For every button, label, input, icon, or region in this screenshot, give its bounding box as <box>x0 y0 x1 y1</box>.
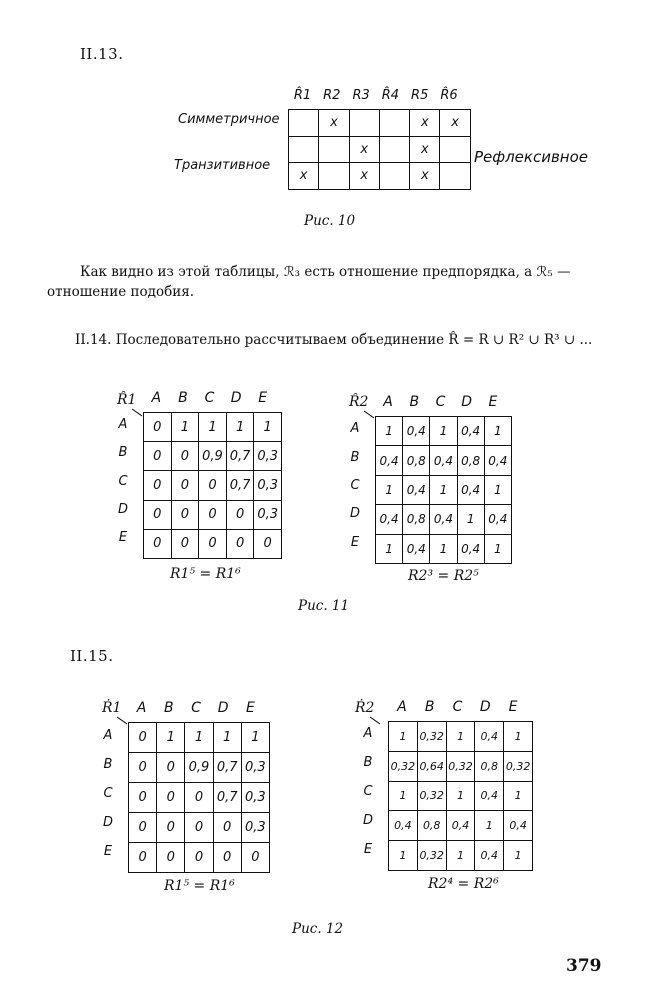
matrix-cell: 1 <box>475 811 504 841</box>
matrix-cell: 1 <box>213 723 241 753</box>
column-header: D <box>230 390 242 406</box>
row-label: B <box>118 445 128 461</box>
matrix-cell: 1 <box>430 417 457 446</box>
column-header: E <box>508 699 518 715</box>
column-header: A <box>397 699 407 715</box>
column-header: B <box>178 390 188 406</box>
matrix-cell: 1 <box>457 505 484 534</box>
matrix-equation: R2³ = R2⁵ <box>408 568 479 584</box>
matrix-cell: 0,7 <box>213 783 241 813</box>
fig10-row-label-transitive: Транзитивное <box>174 158 271 173</box>
fig10-cell <box>379 163 409 190</box>
matrix-corner-tick <box>117 717 128 725</box>
column-header: C <box>452 699 463 715</box>
paragraph-line-1: Как видно из этой таблицы, ℛ₃ есть отношение предпорядка, а ℛ₅ — <box>80 264 571 280</box>
column-header: B <box>163 700 174 716</box>
row-label: C <box>350 478 360 493</box>
matrix-cell: 0 <box>171 500 199 529</box>
row-label: E <box>350 534 360 550</box>
column-header: A <box>383 394 393 410</box>
column-header: C <box>204 390 215 406</box>
matrix-cell: 0,4 <box>484 505 511 534</box>
matrix-cell: 0 <box>144 413 172 442</box>
matrix-cell: 1 <box>389 722 418 752</box>
column-header: D <box>479 699 491 715</box>
matrix-cell: 0,8 <box>403 505 430 534</box>
column-header: C <box>191 700 201 716</box>
row-label: E <box>118 529 128 545</box>
matrix-cell: 0,7 <box>213 753 241 783</box>
matrix-cell: 0,4 <box>475 781 504 811</box>
fig10-cell <box>319 136 349 163</box>
fig10-cell <box>440 136 470 163</box>
matrix-cell: 0,32 <box>446 751 475 781</box>
matrix-cell: 0,32 <box>417 841 446 871</box>
matrix-cell: 0 <box>171 529 199 558</box>
matrix-cell: 0 <box>199 500 227 529</box>
matrix-cell: 0,4 <box>457 417 484 446</box>
matrix-cell: 1 <box>389 781 418 811</box>
fig10-cell: x <box>410 110 440 137</box>
matrix-title: Ṙ2 <box>355 700 375 716</box>
row-label: D <box>362 812 373 828</box>
fig10-cell <box>289 110 319 137</box>
matrix-cell: 0 <box>185 843 213 873</box>
matrix-cell: 1 <box>446 841 475 871</box>
fig10-header: R5 <box>411 88 429 103</box>
fig10-right-label: Рефлексивное <box>474 148 589 166</box>
matrix-cell: 0,3 <box>254 471 282 500</box>
fig10-cell: x <box>410 136 440 163</box>
matrix-cell: 0,3 <box>241 753 269 783</box>
matrix-cell: 1 <box>430 534 457 563</box>
fig10-cell <box>319 163 349 190</box>
matrix-cell: 0,32 <box>417 722 446 752</box>
matrix-cell: 0,4 <box>376 505 403 534</box>
matrix-cell: 0 <box>129 783 157 813</box>
matrix-cell: 0 <box>129 843 157 873</box>
matrix-equation: R1⁵ = R1⁶ <box>170 566 241 582</box>
matrix-cell: 0,9 <box>185 753 213 783</box>
matrix-cell: 0 <box>171 442 199 471</box>
row-label: B <box>363 755 373 771</box>
matrix-cell: 0,4 <box>430 446 457 475</box>
matrix-cell: 1 <box>376 417 403 446</box>
matrix-cell: 0 <box>144 471 172 500</box>
column-header: A <box>136 700 147 716</box>
matrix-cell: 0,4 <box>484 446 511 475</box>
matrix-cell: 0,7 <box>226 471 254 500</box>
matrix-corner-tick <box>370 717 381 725</box>
matrix-cell: 0,8 <box>457 446 484 475</box>
matrix-cell: 0 <box>129 753 157 783</box>
matrix-cell: 0,32 <box>504 751 533 781</box>
row-label: B <box>350 449 360 465</box>
row-label: B <box>103 756 113 772</box>
fig10-cell <box>379 136 409 163</box>
fig10-cell <box>440 163 470 190</box>
matrix-cell: 1 <box>185 723 213 753</box>
matrix-cell: 0 <box>144 500 172 529</box>
row-label: A <box>350 421 360 437</box>
matrix-cell: 0,32 <box>389 751 418 781</box>
matrix-cell: 0,4 <box>457 534 484 563</box>
matrix-cell: 0 <box>241 843 269 873</box>
row-label: D <box>102 814 113 830</box>
fig10-cell <box>349 110 379 137</box>
fig10-table <box>288 109 471 190</box>
fig10-cell: x <box>319 110 349 137</box>
matrix-cell: 0,4 <box>389 811 418 841</box>
column-header: B <box>409 394 420 410</box>
matrix-equation: R2⁴ = R2⁶ <box>428 876 499 892</box>
row-label: A <box>103 727 113 743</box>
matrix-cell: 0 <box>185 813 213 843</box>
matrix-title: R̂2 <box>349 394 369 410</box>
row-label: C <box>118 473 128 489</box>
row-label: C <box>363 784 373 799</box>
row-label: D <box>117 501 128 517</box>
matrix-cell: 0,4 <box>403 475 430 504</box>
fig10-header: R̂4 <box>381 88 400 103</box>
fig10-cell: x <box>410 163 440 190</box>
matrix-cell: 0,64 <box>417 751 446 781</box>
matrix-cell: 1 <box>199 413 227 442</box>
fig10-header: R2 <box>323 88 341 103</box>
fig10-caption: Рис. 10 <box>304 213 356 229</box>
matrix-cell: 1 <box>446 722 475 752</box>
matrix-cell: 0 <box>199 471 227 500</box>
matrix-cell: 0 <box>185 783 213 813</box>
column-header: E <box>245 700 255 716</box>
matrix-cell: 0 <box>199 529 227 558</box>
matrix-cell: 1 <box>171 413 199 442</box>
fig10-cell <box>289 136 319 163</box>
matrix-cell: 1 <box>226 413 254 442</box>
matrix-cell: 0 <box>171 471 199 500</box>
matrix-cell: 1 <box>446 781 475 811</box>
fig11-caption: Рис. 11 <box>298 598 350 614</box>
matrix-cell: 1 <box>157 723 185 753</box>
matrix-cell: 0 <box>157 783 185 813</box>
matrix-cell: 1 <box>484 534 511 563</box>
fig10-cell: x <box>349 163 379 190</box>
matrix-cell: 0,3 <box>241 783 269 813</box>
matrix-cell: 0 <box>144 529 172 558</box>
column-header: B <box>424 699 435 715</box>
row-label: A <box>363 726 373 742</box>
matrix-cell: 0 <box>254 529 282 558</box>
matrix-table <box>375 416 512 564</box>
row-label: C <box>103 785 113 801</box>
matrix-table <box>388 721 533 871</box>
matrix-cell: 1 <box>484 417 511 446</box>
matrix-cell: 1 <box>376 534 403 563</box>
matrix-cell: 0,3 <box>254 500 282 529</box>
matrix-cell: 0 <box>129 813 157 843</box>
matrix-cell: 0 <box>157 753 185 783</box>
matrix-cell: 0,8 <box>403 446 430 475</box>
fig10-cell: x <box>440 110 470 137</box>
fig10-row-label-symmetric: Симметричное <box>178 112 280 127</box>
section-heading-1113: II.13. <box>80 45 124 63</box>
matrix-cell: 0,8 <box>475 751 504 781</box>
matrix-cell: 0 <box>157 843 185 873</box>
matrix-cell: 0 <box>226 529 254 558</box>
section-heading-1115: II.15. <box>70 647 114 665</box>
fig10-cell: x <box>289 163 319 190</box>
matrix-cell: 1 <box>254 413 282 442</box>
matrix-cell: 0,4 <box>403 534 430 563</box>
matrix-cell: 1 <box>504 781 533 811</box>
row-label: A <box>118 417 128 433</box>
matrix-cell: 1 <box>376 475 403 504</box>
fig12-caption: Рис. 12 <box>292 921 344 937</box>
matrix-table <box>128 722 270 873</box>
matrix-cell: 0,4 <box>475 722 504 752</box>
column-header: E <box>258 390 268 406</box>
matrix-cell: 0,32 <box>417 781 446 811</box>
matrix-cell: 1 <box>504 722 533 752</box>
matrix-cell: 0,3 <box>241 813 269 843</box>
matrix-table <box>143 412 282 559</box>
matrix-cell: 0 <box>213 813 241 843</box>
matrix-cell: 0,7 <box>226 442 254 471</box>
column-header: E <box>488 394 498 410</box>
matrix-cell: 0,4 <box>457 475 484 504</box>
matrix-cell: 0,8 <box>417 811 446 841</box>
matrix-cell: 0,4 <box>430 505 457 534</box>
fig10-header: R̂1 <box>293 88 312 103</box>
paragraph-line-2: отношение подобия. <box>47 284 195 300</box>
matrix-cell: 0 <box>213 843 241 873</box>
matrix-cell: 0,3 <box>254 442 282 471</box>
matrix-cell: 1 <box>504 841 533 871</box>
matrix-cell: 0 <box>157 813 185 843</box>
fig10-header: R3 <box>352 88 370 103</box>
row-label: D <box>349 506 360 522</box>
row-label: E <box>103 843 113 859</box>
matrix-cell: 0 <box>226 500 254 529</box>
matrix-cell: 0,4 <box>475 841 504 871</box>
matrix-equation: R1⁵ = R1⁶ <box>164 878 235 894</box>
matrix-cell: 1 <box>484 475 511 504</box>
column-header: D <box>461 394 473 410</box>
matrix-title: Ṙ1 <box>102 700 122 716</box>
matrix-corner-tick <box>364 411 375 419</box>
column-header: D <box>217 700 229 716</box>
fig10-cell: x <box>349 136 379 163</box>
matrix-cell: 1 <box>430 475 457 504</box>
matrix-cell: 1 <box>241 723 269 753</box>
matrix-cell: 0,4 <box>446 811 475 841</box>
section-heading-1114: II.14. Последовательно рассчитываем объединение R̂ = R ∪ R² ∪ R³ ∪ ... <box>75 332 593 348</box>
column-header: A <box>151 390 162 406</box>
matrix-cell: 0 <box>129 723 157 753</box>
matrix-cell: 0 <box>144 442 172 471</box>
matrix-cell: 0,4 <box>376 446 403 475</box>
matrix-corner-tick <box>132 409 143 417</box>
row-label: E <box>363 841 373 857</box>
fig10-header: R̂6 <box>440 88 458 103</box>
matrix-cell: 0,4 <box>403 417 430 446</box>
fig10-cell <box>379 110 409 137</box>
matrix-title: R̂1 <box>117 392 137 408</box>
page-number: 379 <box>566 956 602 976</box>
matrix-cell: 1 <box>389 841 418 871</box>
column-header: C <box>435 394 446 410</box>
matrix-cell: 0,4 <box>504 811 533 841</box>
matrix-cell: 0,9 <box>199 442 227 471</box>
